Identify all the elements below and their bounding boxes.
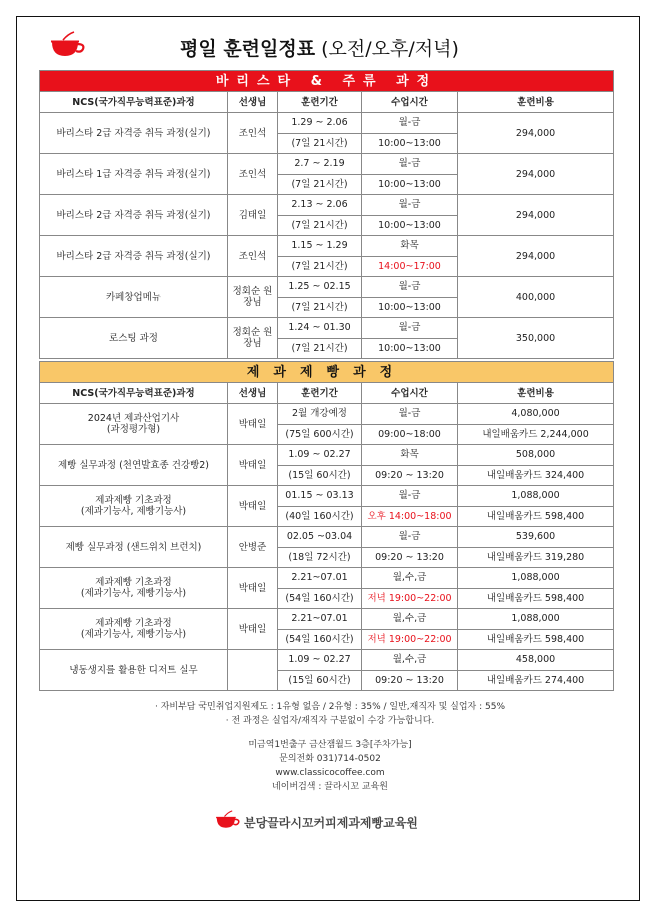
training-duration: (7일 21시간) xyxy=(278,174,362,195)
brand-name: 분당끌라시꼬커피제과제빵교육원 xyxy=(244,816,418,830)
course-name: 바리스타 2급 자격증 취득 과정(실기) xyxy=(40,236,228,277)
class-time: 10:00~13:00 xyxy=(362,338,458,359)
training-duration: (40일 160시간) xyxy=(278,506,362,527)
table-row xyxy=(40,609,614,630)
training-duration: (7일 21시간) xyxy=(278,215,362,236)
class-time: 10:00~13:00 xyxy=(362,133,458,154)
notes xyxy=(0,700,660,728)
course-name: 로스팅 과정 xyxy=(40,318,228,359)
contact-address: 미금역1번출구 금산잼월드 3층[주차가능] xyxy=(248,740,412,750)
teacher-name: 박태일 xyxy=(228,609,278,650)
card-fee: 내일배움카드 324,400 xyxy=(458,465,614,486)
teacher-name: 조인석 xyxy=(228,113,278,154)
column-header: NCS(국가직무능력표준)과정 xyxy=(40,383,228,404)
training-duration: (18일 72시간) xyxy=(278,547,362,568)
class-time: 09:20 ~ 13:20 xyxy=(362,547,458,568)
training-duration: (75일 600시간) xyxy=(278,424,362,445)
card-fee: 내일배움카드 598,400 xyxy=(458,629,614,650)
class-time: 10:00~13:00 xyxy=(362,215,458,236)
class-time: 10:00~13:00 xyxy=(362,297,458,318)
training-duration: (54일 160시간) xyxy=(278,588,362,609)
course-subtitle: (제과기능사, 제빵기능사) xyxy=(80,588,187,599)
bakery-banner: 제과제빵과정 xyxy=(40,362,614,383)
column-header: 훈련기간 xyxy=(278,383,362,404)
table-row xyxy=(40,527,614,548)
course-name: 바리스타 2급 자격증 취득 과정(실기) xyxy=(40,195,228,236)
class-time: 저녁 19:00~22:00 xyxy=(362,588,458,609)
training-fee: 294,000 xyxy=(458,236,614,277)
brand-footer xyxy=(214,808,454,836)
card-fee: 내일배움카드 319,280 xyxy=(458,547,614,568)
bakery-schedule-table xyxy=(39,361,614,691)
column-header: 훈련기간 xyxy=(278,92,362,113)
course-name: 바리스타 1급 자격증 취득 과정(실기) xyxy=(40,154,228,195)
class-time: 오후 14:00~18:00 xyxy=(362,506,458,527)
course-name xyxy=(40,568,228,609)
class-days: 월-금 xyxy=(362,195,458,216)
bakery-header-row xyxy=(40,383,614,404)
course-title: 2024년 제과산업기사 xyxy=(87,413,180,424)
course-name xyxy=(40,404,228,445)
course-title: 제과제빵 기초과정 xyxy=(95,618,172,629)
coffee-cup-logo-icon xyxy=(214,808,242,832)
training-fee: 1,088,000 xyxy=(458,568,614,589)
class-days: 월,수,금 xyxy=(362,568,458,589)
teacher-name: 김태일 xyxy=(228,195,278,236)
training-fee: 400,000 xyxy=(458,277,614,318)
contact-phone: 문의전화 031)714-0502 xyxy=(279,754,381,764)
course-title: 제빵 실무과정 (샌드위치 브런치) xyxy=(65,541,202,553)
teacher-name: 박태일 xyxy=(228,486,278,527)
barista-schedule-table xyxy=(39,70,614,359)
teacher-name: 박태일 xyxy=(228,568,278,609)
training-duration: (7일 21시간) xyxy=(278,297,362,318)
table-row xyxy=(40,236,614,257)
table-row xyxy=(40,195,614,216)
table-row xyxy=(40,486,614,507)
class-time: 14:00~17:00 xyxy=(362,256,458,277)
teacher-name: 박태일 xyxy=(228,404,278,445)
training-fee: 350,000 xyxy=(458,318,614,359)
training-fee: 539,600 xyxy=(458,527,614,548)
training-duration: (7일 21시간) xyxy=(278,338,362,359)
course-name xyxy=(40,445,228,486)
table-row xyxy=(40,318,614,339)
barista-banner: 바리스타 & 주류 과정 xyxy=(40,71,614,92)
training-fee: 508,000 xyxy=(458,445,614,466)
table-row xyxy=(40,113,614,134)
training-period: 2.21~07.01 xyxy=(278,609,362,630)
course-title: 제빵 실무과정 (천연발효종 건강빵2) xyxy=(58,459,209,471)
column-header: 훈련비용 xyxy=(458,92,614,113)
training-period: 1.24 ~ 01.30 xyxy=(278,318,362,339)
teacher-name: 정회순 원장님 xyxy=(228,277,278,318)
training-period: 1.15 ~ 1.29 xyxy=(278,236,362,257)
contact-website[interactable]: www.classicocoffee.com xyxy=(275,768,385,778)
course-name xyxy=(40,527,228,568)
card-fee: 내일배움카드 598,400 xyxy=(458,506,614,527)
barista-header-row xyxy=(40,92,614,113)
header xyxy=(48,26,628,66)
teacher-name xyxy=(228,650,278,691)
training-fee: 1,088,000 xyxy=(458,486,614,507)
class-days: 월-금 xyxy=(362,277,458,298)
column-header: 선생님 xyxy=(228,383,278,404)
note-line: · 전 과정은 실업자/재직자 구분없이 수강 가능합니다. xyxy=(225,716,435,726)
note-line: · 자비부담 국민취업지원제도 : 1유형 없음 / 2유형 : 35% / 일반,재직자 및 실업자 : 55% xyxy=(155,702,505,712)
course-name xyxy=(40,609,228,650)
class-time: 09:20 ~ 13:20 xyxy=(362,670,458,691)
class-days: 월-금 xyxy=(362,486,458,507)
training-duration: (7일 21시간) xyxy=(278,256,362,277)
course-subtitle: (과정평가형) xyxy=(106,424,161,435)
teacher-name: 안병준 xyxy=(228,527,278,568)
course-title: 제과제빵 기초과정 xyxy=(95,495,172,506)
training-period: 01.15 ~ 03.13 xyxy=(278,486,362,507)
training-duration: (54일 160시간) xyxy=(278,629,362,650)
training-period: 1.09 ~ 02.27 xyxy=(278,445,362,466)
class-days: 월-금 xyxy=(362,318,458,339)
training-period: 2월 개강예정 xyxy=(278,404,362,425)
column-header: NCS(국가직무능력표준)과정 xyxy=(40,92,228,113)
training-duration: (15일 60시간) xyxy=(278,670,362,691)
training-fee: 458,000 xyxy=(458,650,614,671)
column-header: 수업시간 xyxy=(362,92,458,113)
class-days: 월,수,금 xyxy=(362,609,458,630)
column-header: 선생님 xyxy=(228,92,278,113)
training-fee: 1,088,000 xyxy=(458,609,614,630)
training-period: 1.29 ~ 2.06 xyxy=(278,113,362,134)
class-time: 09:00~18:00 xyxy=(362,424,458,445)
training-fee: 294,000 xyxy=(458,195,614,236)
training-fee: 294,000 xyxy=(458,113,614,154)
course-name: 바리스타 2급 자격증 취득 과정(실기) xyxy=(40,113,228,154)
class-days: 화목 xyxy=(362,445,458,466)
coffee-cup-logo-icon xyxy=(48,30,88,60)
teacher-name: 정회순 원장님 xyxy=(228,318,278,359)
training-fee: 294,000 xyxy=(458,154,614,195)
class-days: 월-금 xyxy=(362,154,458,175)
column-header: 훈련비용 xyxy=(458,383,614,404)
teacher-name: 조인석 xyxy=(228,154,278,195)
training-period: 1.09 ~ 02.27 xyxy=(278,650,362,671)
training-period: 2.7 ~ 2.19 xyxy=(278,154,362,175)
course-title: 제과제빵 기초과정 xyxy=(95,577,172,588)
table-row xyxy=(40,154,614,175)
class-days: 월,수,금 xyxy=(362,650,458,671)
course-name xyxy=(40,486,228,527)
training-period: 2.13 ~ 2.06 xyxy=(278,195,362,216)
course-name xyxy=(40,650,228,691)
class-days: 화목 xyxy=(362,236,458,257)
contact-info xyxy=(0,738,660,794)
card-fee: 내일배움카드 2,244,000 xyxy=(458,424,614,445)
course-subtitle: (제과기능사, 제빵기능사) xyxy=(80,629,187,640)
class-time: 09:20 ~ 13:20 xyxy=(362,465,458,486)
course-subtitle: (제과기능사, 제빵기능사) xyxy=(80,506,187,517)
table-row xyxy=(40,650,614,671)
class-days: 월-금 xyxy=(362,404,458,425)
training-fee: 4,080,000 xyxy=(458,404,614,425)
course-title: 냉동생지를 활용한 디저트 실무 xyxy=(69,664,198,676)
table-row xyxy=(40,445,614,466)
training-period: 1.25 ~ 02.15 xyxy=(278,277,362,298)
class-time: 저녁 19:00~22:00 xyxy=(362,629,458,650)
table-row xyxy=(40,277,614,298)
training-period: 02.05 ~03.04 xyxy=(278,527,362,548)
card-fee: 내일배움카드 598,400 xyxy=(458,588,614,609)
training-duration: (15일 60시간) xyxy=(278,465,362,486)
table-row xyxy=(40,404,614,425)
training-period: 2.21~07.01 xyxy=(278,568,362,589)
teacher-name: 박태일 xyxy=(228,445,278,486)
course-name: 카페창업메뉴 xyxy=(40,277,228,318)
class-days: 월-금 xyxy=(362,113,458,134)
teacher-name: 조인석 xyxy=(228,236,278,277)
training-duration: (7일 21시간) xyxy=(278,133,362,154)
column-header: 수업시간 xyxy=(362,383,458,404)
class-days: 월-금 xyxy=(362,527,458,548)
page-title: 평일 훈련일정표 (오전/오후/저녁) xyxy=(180,38,459,60)
table-row xyxy=(40,568,614,589)
contact-naver: 네이버검색 : 끌라시꼬 교육원 xyxy=(272,782,388,792)
card-fee: 내일배움카드 274,400 xyxy=(458,670,614,691)
class-time: 10:00~13:00 xyxy=(362,174,458,195)
